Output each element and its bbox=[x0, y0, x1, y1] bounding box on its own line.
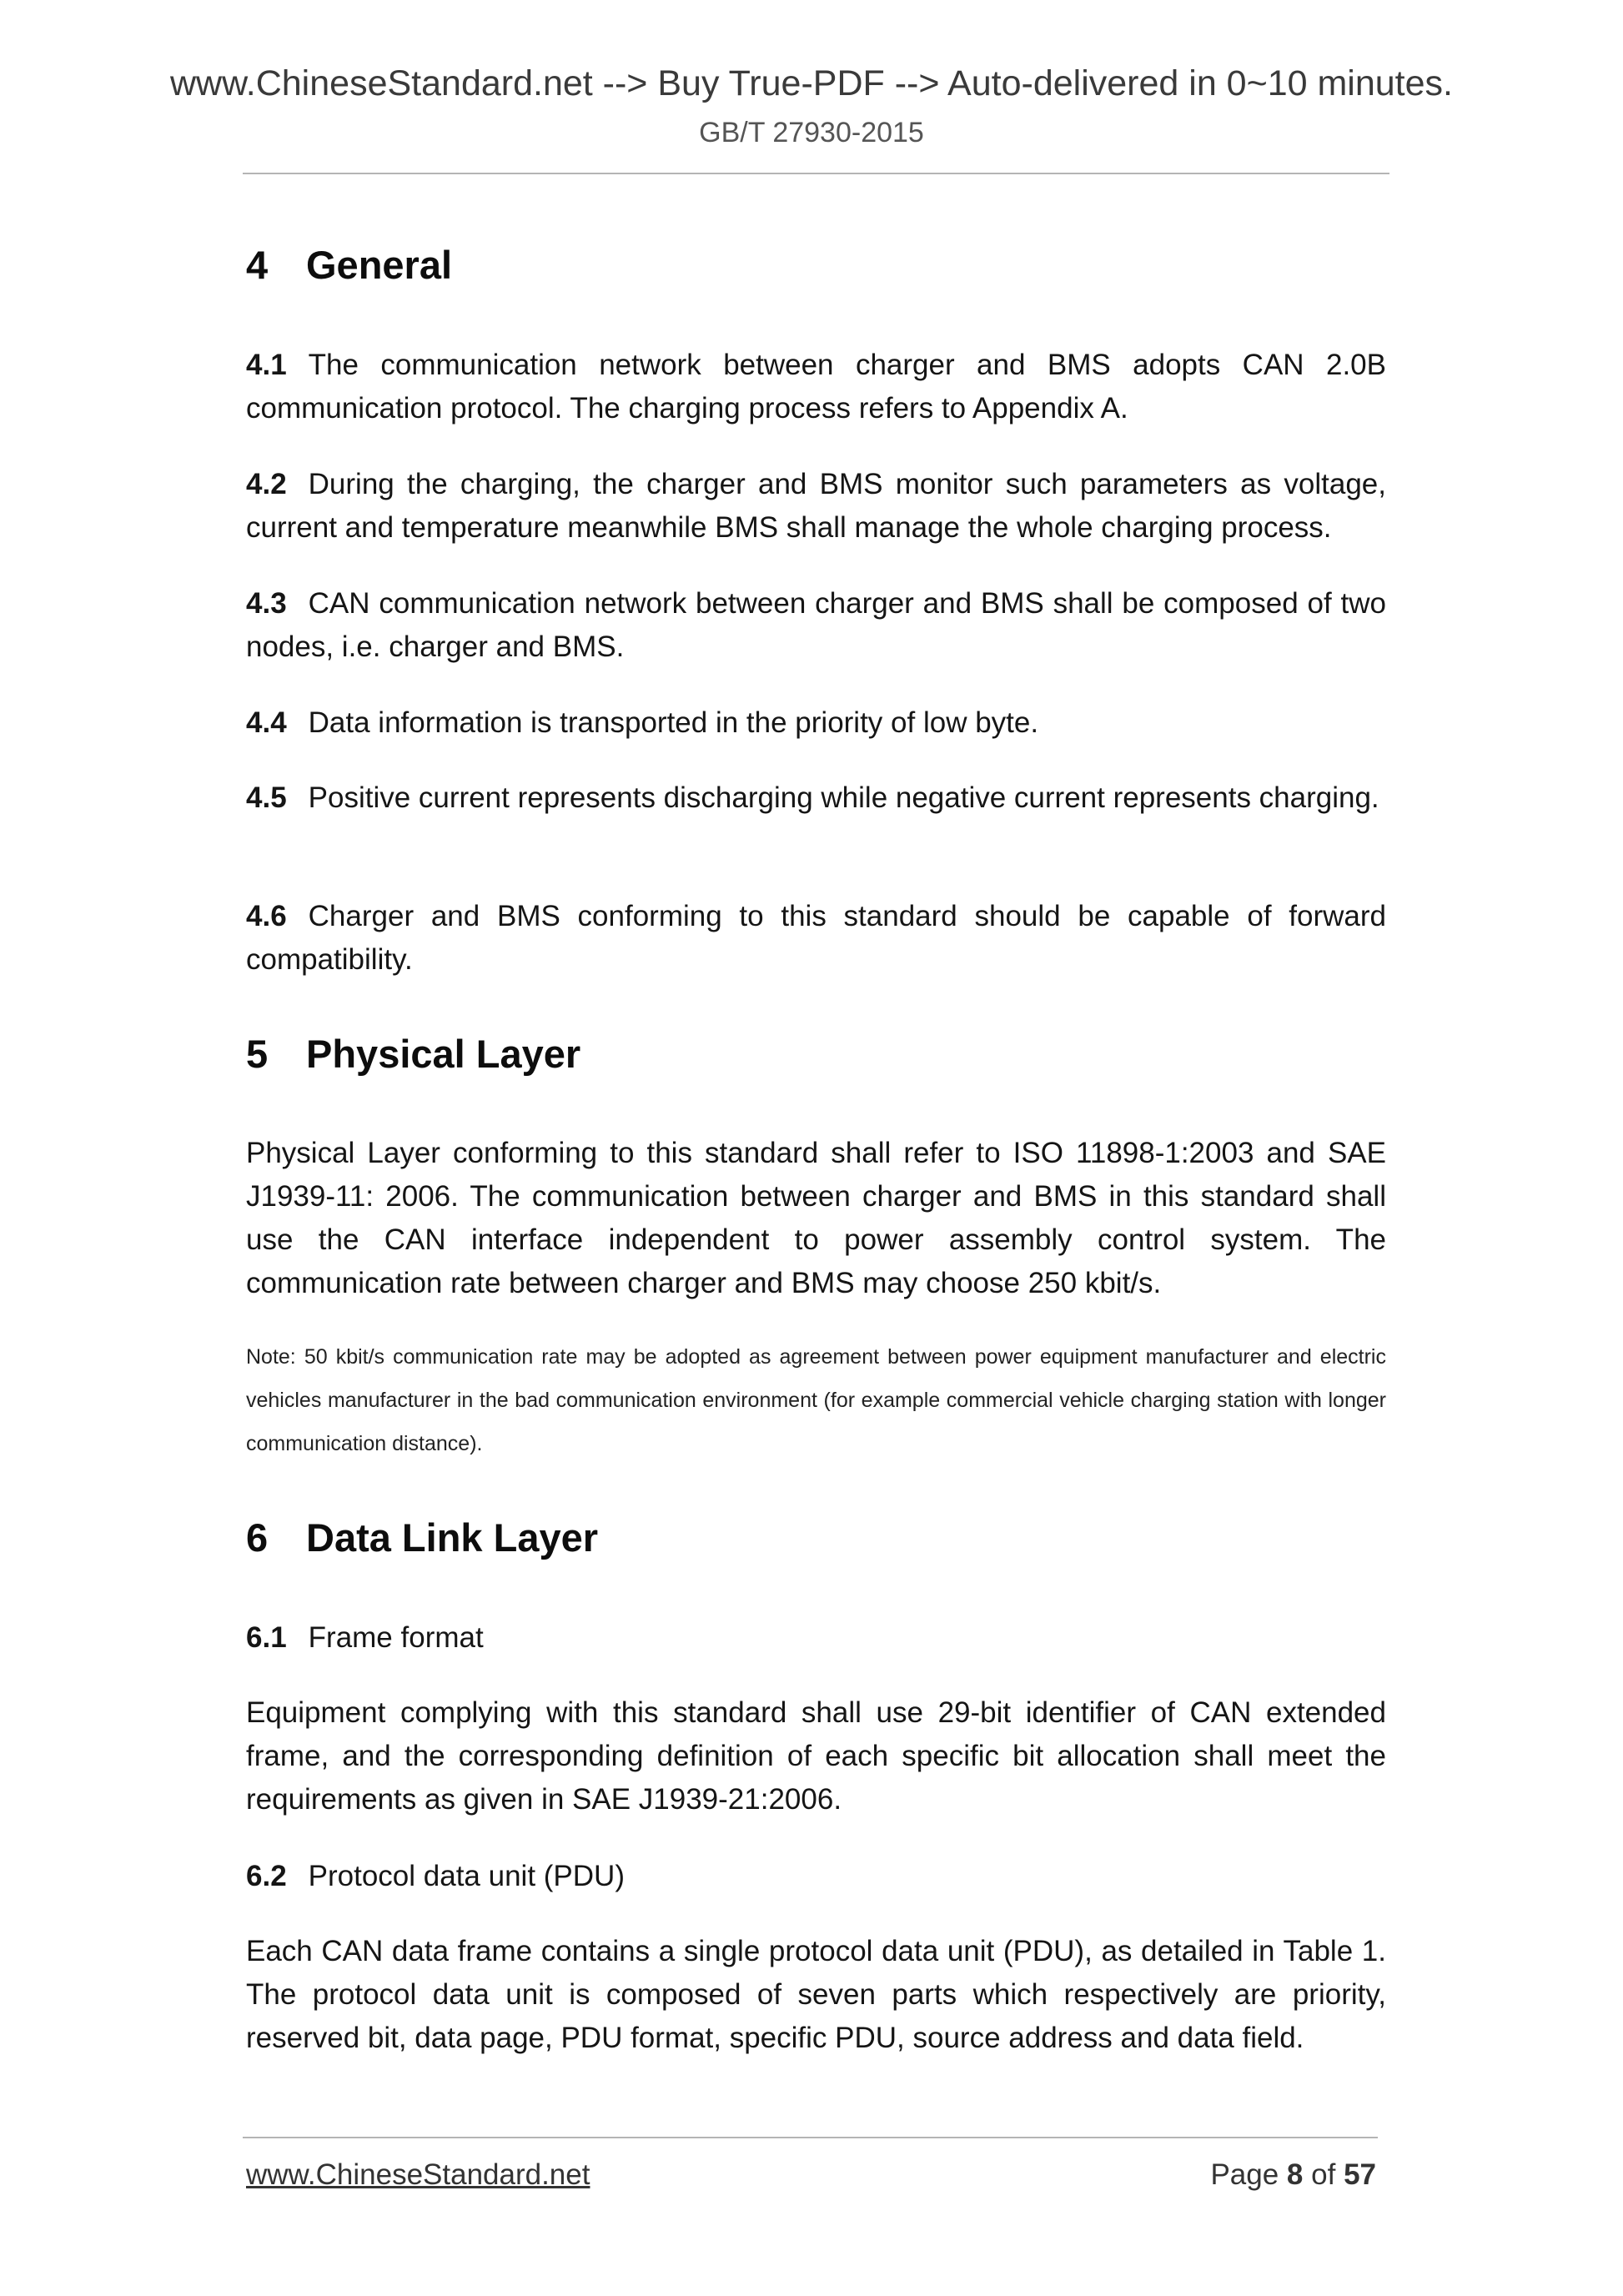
section-5-heading bbox=[246, 1031, 1386, 1078]
clause-number: 4.6 bbox=[246, 900, 287, 932]
clause-4-2 bbox=[246, 463, 1386, 550]
clause-number: 4.3 bbox=[246, 587, 287, 620]
page-indicator bbox=[1210, 2158, 1376, 2192]
paragraph-text: Each CAN data frame contains a single protocol data unit (PDU), as detailed in Table 1. The protocol data unit is composed of seven parts which respectively are priority, reserved bit, data page, PDU format, specific PDU, source address and data field. bbox=[246, 1935, 1386, 2054]
page-label: Page bbox=[1210, 2158, 1279, 2191]
section-title: Physical Layer bbox=[306, 1032, 581, 1076]
clause-4-6 bbox=[246, 895, 1386, 982]
clause-4-5 bbox=[246, 776, 1386, 820]
section-6-heading bbox=[246, 1515, 1386, 1561]
subsection-title: Frame format bbox=[308, 1621, 484, 1654]
section-number: 6 bbox=[246, 1515, 269, 1560]
frame-format-paragraph bbox=[246, 1691, 1386, 1821]
clause-number: 4.5 bbox=[246, 781, 287, 814]
subsection-title: Protocol data unit (PDU) bbox=[308, 1860, 625, 1892]
pdu-paragraph bbox=[246, 1930, 1386, 2060]
section-number: 4 bbox=[246, 243, 269, 287]
total-pages: 57 bbox=[1344, 2158, 1376, 2191]
clause-text: The communication network between charger and BMS adopts CAN 2.0B communication protocol. The charging process refers to Appendix A. bbox=[246, 349, 1386, 425]
clause-text: Charger and BMS conforming to this standard should be capable of forward compatibility. bbox=[246, 900, 1386, 976]
paragraph-text: Physical Layer conforming to this standard shall refer to ISO 11898-1:2003 and SAE J1939-11: 2006. The communication between charger and BMS in this standard shall use the CAN interface independent to power assembly control system. The communication rate between charger and BMS may choose 250 kbit/s. bbox=[246, 1137, 1386, 1299]
clause-text: CAN communication network between charger and BMS shall be composed of two nodes, i.e. charger and BMS. bbox=[246, 587, 1386, 663]
subsection-6-1-heading bbox=[246, 1616, 1386, 1660]
clause-number: 4.1 bbox=[246, 349, 287, 381]
clause-number: 4.2 bbox=[246, 468, 287, 500]
section-number: 5 bbox=[246, 1032, 269, 1076]
clause-number: 6.2 bbox=[246, 1860, 287, 1892]
note-text: Note: 50 kbit/s communication rate may be adopted as agreement between power equipment manufacturer and electric vehicles manufacturer in the bad communication environment (for example commercial vehicle charging station with longer communication distance). bbox=[246, 1345, 1386, 1455]
physical-layer-note bbox=[246, 1335, 1386, 1465]
clause-number: 6.1 bbox=[246, 1621, 287, 1654]
clause-number: 4.4 bbox=[246, 706, 287, 739]
clause-text: During the charging, the charger and BMS monitor such parameters as voltage, current and temperature meanwhile BMS shall manage the whole charging process. bbox=[246, 468, 1386, 544]
subsection-6-2-heading bbox=[246, 1855, 1386, 1898]
current-page: 8 bbox=[1286, 2158, 1304, 2191]
standard-code: GB/T 27930-2015 bbox=[699, 117, 924, 148]
section-title: Data Link Layer bbox=[306, 1515, 599, 1560]
page-separator: of bbox=[1311, 2158, 1336, 2191]
paragraph-text: Equipment complying with this standard shall use 29-bit identifier of CAN extended frame, and the corresponding definition of each specific bit allocation shall meet the requirements as given in SAE J1939-21:2006. bbox=[246, 1696, 1386, 1816]
top-banner: www.ChineseStandard.net --> Buy True-PDF --> Auto-delivered in 0~10 minutes. bbox=[169, 63, 1453, 103]
clause-4-4 bbox=[246, 701, 1386, 745]
clause-text: Positive current represents discharging while negative current represents charging. bbox=[308, 781, 1379, 814]
clause-text: Data information is transported in the priority of low byte. bbox=[308, 706, 1039, 739]
clause-4-3 bbox=[246, 582, 1386, 669]
section-4-heading bbox=[246, 242, 1386, 289]
clause-4-1 bbox=[246, 344, 1386, 430]
section-title: General bbox=[306, 243, 453, 287]
header-divider bbox=[243, 173, 1389, 174]
footer-divider bbox=[243, 2137, 1378, 2138]
footer-site-link[interactable]: www.ChineseStandard.net bbox=[246, 2158, 590, 2191]
physical-layer-paragraph bbox=[246, 1132, 1386, 1305]
